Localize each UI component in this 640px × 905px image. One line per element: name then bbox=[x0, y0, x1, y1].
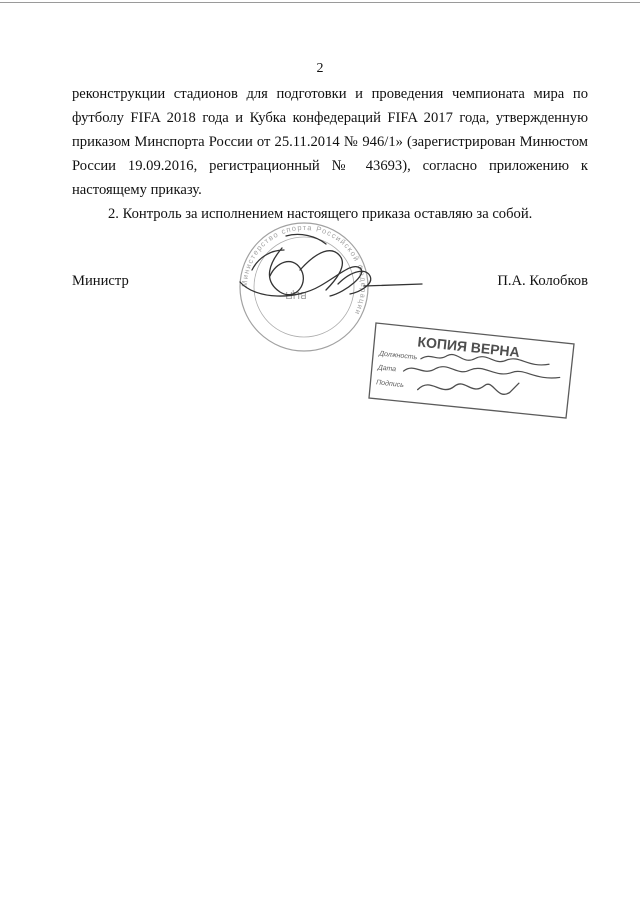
top-border-line bbox=[0, 2, 640, 3]
copy-certification-stamp bbox=[369, 323, 574, 418]
copy-stamp-signature-handwriting bbox=[418, 373, 519, 400]
copy-stamp-heading: КОПИЯ ВЕРНА bbox=[416, 333, 521, 361]
seal-center-text: ВЦП bbox=[285, 289, 307, 300]
signer-title: Министр bbox=[72, 273, 129, 289]
page-number: 2 bbox=[316, 61, 324, 76]
copy-stamp-date-handwriting bbox=[404, 359, 560, 387]
signature-block bbox=[72, 273, 588, 297]
signer-name: П.А. Колобков bbox=[497, 273, 588, 289]
paragraph-2: 2. Контроль за исполнением настоящего приказа оставляю за собой. bbox=[108, 206, 533, 222]
copy-stamp-position-handwriting bbox=[421, 349, 549, 372]
svg-text:Министерство спорта Российской bbox=[240, 223, 368, 317]
copy-stamp-signature-label: Подпись bbox=[375, 379, 405, 390]
copy-stamp-position-label: Должность bbox=[378, 350, 418, 362]
copy-stamp-date-label: Дата bbox=[377, 364, 397, 374]
seal-ring-text: Министерство спорта Российской Федерации bbox=[239, 222, 369, 318]
body-text bbox=[72, 82, 588, 226]
paragraph-1: реконструкции стадионов для подготовки и проведения чемпионата мира по футболу FIFA 2018 года и Кубка конфедераций FIFA 2017 года, утвержденную приказом Минспорта России от 25.11.2014 № 946/1» (зарегистрирован Минюстом России 19.09.2016, регистрационный № 43693), согласно приложению к настоящему приказу. bbox=[72, 86, 588, 198]
